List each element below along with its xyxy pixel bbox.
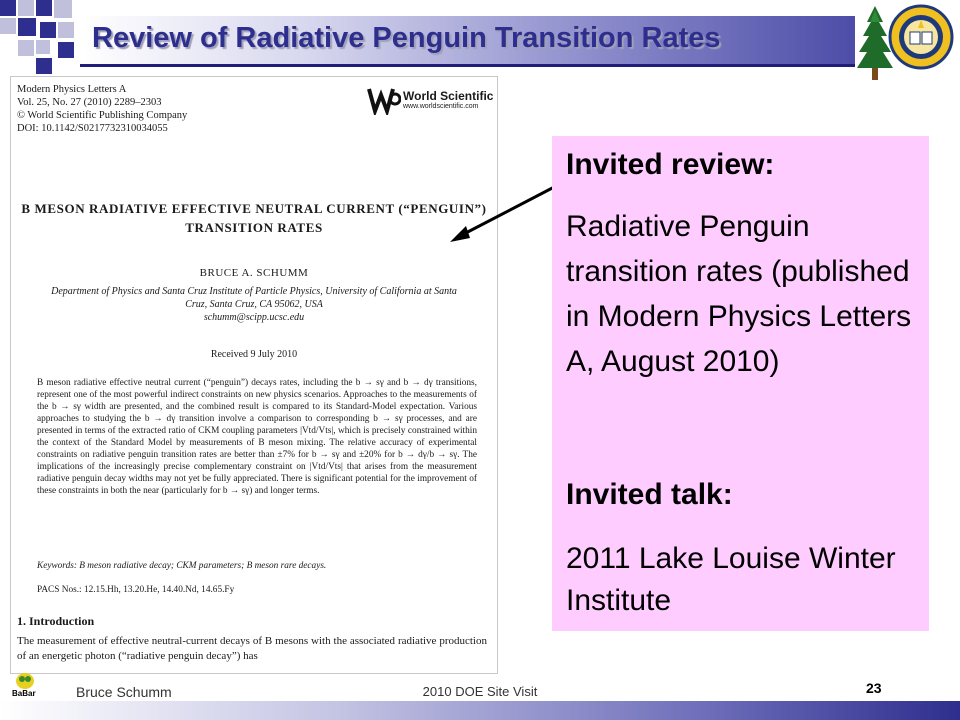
deco-square	[18, 0, 34, 16]
publisher-name: World Scientific	[403, 89, 494, 103]
affiliation-text: Department of Physics and Santa Cruz Institute of Particle Physics, University of California at Santa Cruz, Santa Cruz, CA 95062, USA	[51, 286, 457, 310]
publisher-url: www.worldscientific.com	[403, 103, 479, 110]
callout-heading-talk: Invited talk:	[566, 478, 733, 511]
deco-square	[36, 40, 50, 54]
paper-affiliation	[11, 285, 497, 324]
deco-square	[54, 0, 72, 18]
paper-page-image	[10, 76, 498, 674]
deco-square	[40, 22, 56, 38]
intro-text: The measurement of effective neutral-current decays of B mesons with the associated radiative production of an energetic photon (“radiative penguin decay”) has	[17, 635, 487, 662]
paper-pacs: PACS Nos.: 12.15.Hh, 13.20.He, 14.40.Nd, 14.65.Fy	[37, 585, 235, 595]
journal-line: Vol. 25, No. 27 (2010) 2289–2303	[17, 97, 162, 108]
title-underline	[80, 64, 855, 67]
deco-square	[18, 18, 36, 36]
journal-line: Modern Physics Letters A	[17, 84, 127, 95]
deco-square	[0, 18, 16, 34]
deco-square	[58, 22, 74, 38]
deco-square	[0, 0, 16, 16]
callout-box	[552, 136, 929, 631]
author-email: schumm@scipp.ucsc.edu	[203, 312, 305, 323]
paper-keywords: Keywords: B meson radiative decay; CKM parameters; B meson rare decays.	[37, 561, 327, 571]
page-number: 23	[866, 680, 882, 696]
callout-body-review: Radiative Penguin transition rates (published in Modern Physics Letters A, August 2010)	[566, 210, 912, 378]
world-scientific-logo-icon	[367, 85, 401, 115]
journal-line: DOI: 10.1142/S0217732310034055	[17, 123, 168, 134]
paper-author: BRUCE A. SCHUMM	[199, 267, 309, 279]
arrow-icon	[446, 180, 566, 250]
babar-logo-text: BaBar	[12, 689, 36, 698]
paper-title: B MESON RADIATIVE EFFECTIVE NEUTRAL CURRENT (“PENGUIN”) TRANSITION RATES	[21, 201, 487, 235]
deco-square	[36, 58, 52, 74]
deco-square	[58, 42, 74, 58]
journal-info	[17, 83, 187, 135]
received-date: Received 9 July 2010	[210, 349, 298, 360]
uc-seal-icon	[888, 4, 954, 70]
slide-title: Review of Radiative Penguin Transition Rates	[92, 22, 721, 54]
footer-bar	[0, 701, 960, 720]
deco-square	[36, 0, 52, 16]
callout-heading-review: Invited review:	[566, 148, 775, 181]
deco-square	[18, 40, 34, 56]
paper-abstract: B meson radiative effective neutral current (“penguin”) decays rates, including the b → sγ and b → dγ transitions, represent one of the most powerful indirect constraints on new physics scenarios. Approaches to the measurements of the b → sγ width are presented, and the combined result is compared to its Standard-Model expectation. Various approaches to studying the b → dγ transition involve a comparison to corresponding b → sγ processes, and are presented in terms of the extracted ratio of CKM coupling parameters |Vtd/Vts|, which is precisely constrained within the context of the Standard Model by measurements of B meson mixing. The relative accuracy of experimental constraints on radiative penguin transition rates are better than ±7% for b → sγ and ±20% for b → dγ/b → sγ. The implications of the increasingly precise complementary constraint on |Vtd/Vts| that arises from the measurement radiative penguin decay widths may not yet be fully appreciated. There is significant potential for the improvement of these constraints in both the near (particularly for b → sγ) and longer terms.	[37, 378, 477, 496]
callout-body-talk: 2011 Lake Louise Winter Institute	[566, 542, 896, 617]
footer-event: 2010 DOE Site Visit	[422, 684, 538, 699]
intro-heading: 1. Introduction	[17, 614, 95, 628]
journal-line: © World Scientific Publishing Company	[17, 110, 188, 121]
footer-author: Bruce Schumm	[76, 684, 172, 700]
